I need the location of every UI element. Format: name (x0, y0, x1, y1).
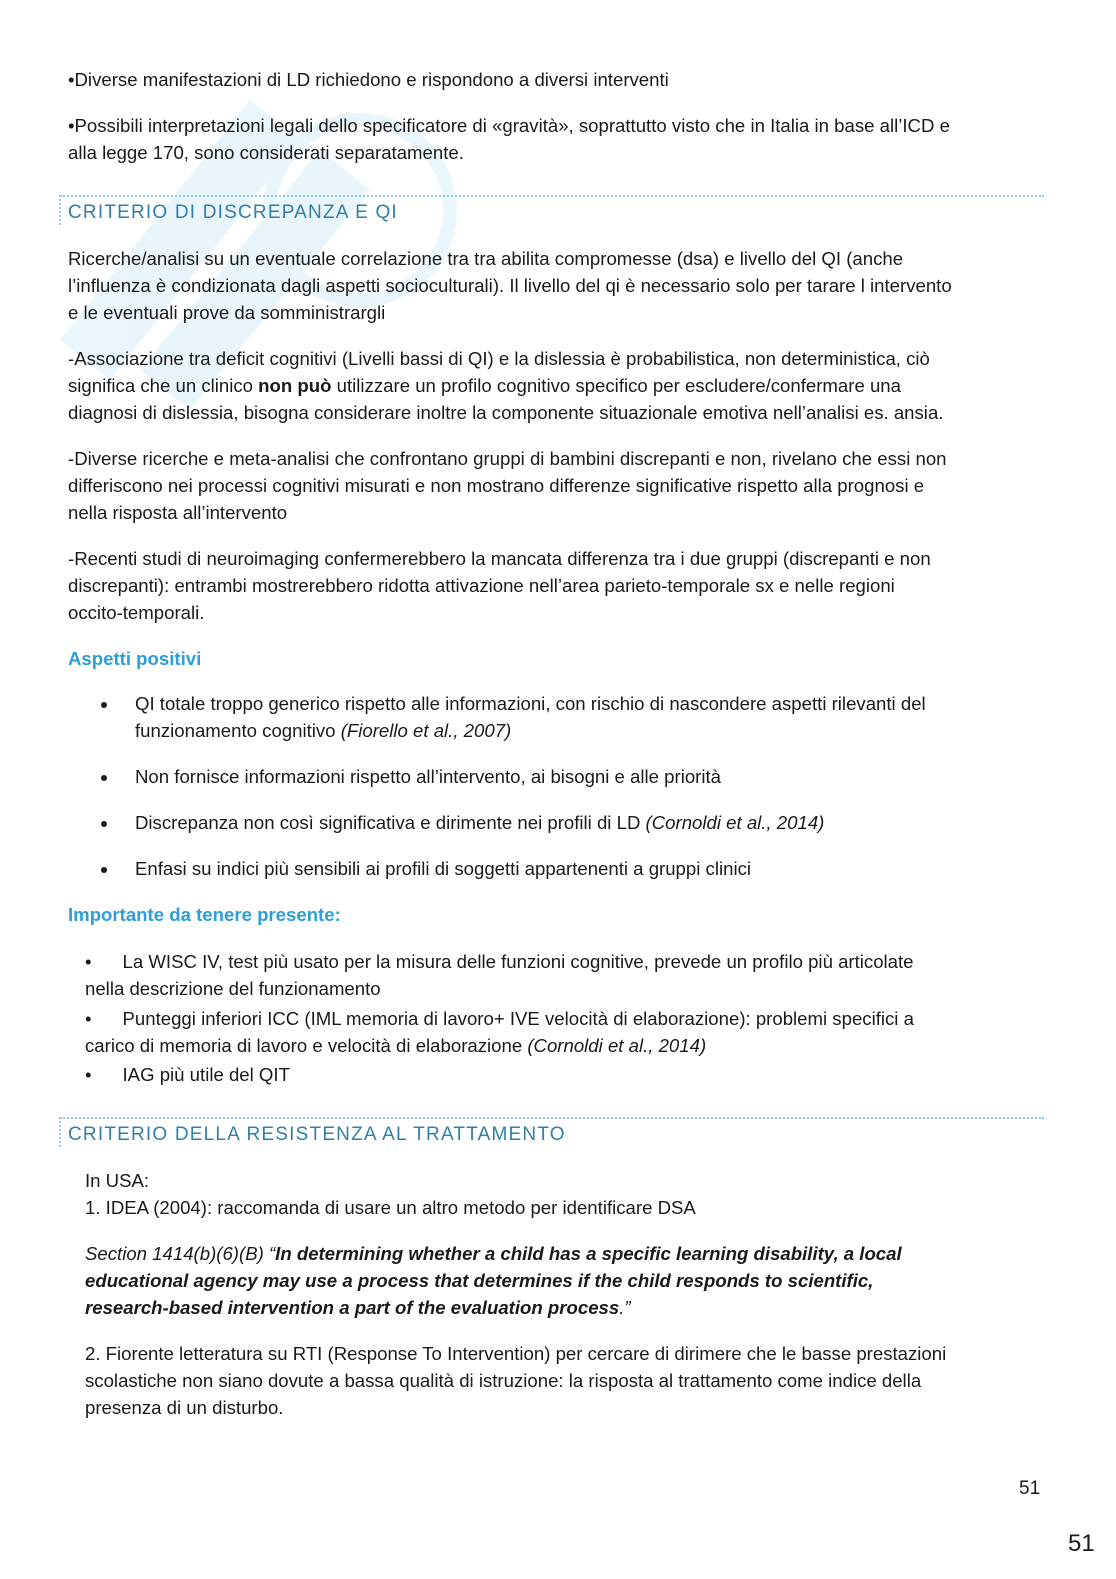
paragraph-line: In USA: (85, 1170, 150, 1191)
bold-text: non può (258, 375, 332, 396)
paragraph-line: differiscono nei processi cognitivi misurati e non mostrano differenze significative rispetto alla prognosi e (68, 475, 925, 496)
citation: (Cornoldi et al., 2014) (645, 812, 825, 833)
important-item: • La WISC IV, test più usato per la misura delle funzioni cognitive, prevede un profilo più articolate (85, 951, 914, 972)
quote-end: .” (619, 1297, 631, 1318)
bullet-item: Enfasi su indici più sensibili ai profili di soggetti appartenenti a gruppi clinici (135, 858, 751, 879)
paragraph-line: 2. Fiorente letteratura su RTI (Response To Intervention) per cercare di dirimere che le basse prestazioni (85, 1343, 947, 1364)
section-divider-tick (59, 1117, 61, 1147)
bullet-item (135, 812, 824, 834)
corner-page-number: 51 (1068, 1530, 1095, 1557)
paragraph-line: occito-temporali. (68, 602, 205, 623)
intro-line-1: •Diverse manifestazioni di LD richiedono e rispondono a diversi interventi (68, 69, 669, 90)
paragraph-line: l’influenza è condizionata dagli aspetti socioculturali). Il livello del qi è necessario solo per tarare l intervento (68, 275, 952, 296)
section-divider (60, 195, 1044, 197)
text-run: Discrepanza non così significativa e dirimente nei profili di LD (135, 812, 646, 833)
paragraph-line: nella risposta all’intervento (68, 502, 288, 523)
important-item: • IAG più utile del QIT (85, 1064, 290, 1085)
quote-line (85, 1243, 902, 1265)
paragraph-line: 1. IDEA (2004): raccomanda di usare un altro metodo per identificare DSA (85, 1197, 696, 1218)
section-divider (60, 1117, 1044, 1119)
section-heading-discrepanza: CRITERIO DI DISCREPANZA E QI (68, 202, 398, 223)
paragraph-line: -Diverse ricerche e meta-analisi che confrontano gruppi di bambini discrepanti e non, rivelano che essi non (68, 448, 947, 469)
important-item: • Punteggi inferiori ICC (IML memoria di lavoro+ IVE velocità di elaborazione): problemi specifici a (85, 1008, 914, 1029)
quote-line (85, 1270, 873, 1292)
quote-text: educational agency may use a process that determines if the child responds to scientific, (85, 1270, 874, 1291)
text-run: funzionamento cognitivo (135, 720, 341, 741)
section-heading-resistenza: CRITERIO DELLA RESISTENZA AL TRATTAMENTO (68, 1124, 566, 1145)
citation: (Fiorello et al., 2007) (340, 720, 512, 741)
quote-text: In determining whether a child has a specific learning disability, a local (275, 1243, 902, 1264)
bullet-item (135, 720, 511, 742)
bullet-icon (101, 775, 107, 781)
important-item (85, 1035, 706, 1057)
bullet-icon (101, 867, 107, 873)
paragraph-line: diagnosi di dislessia, bisogna considerare inoltre la componente situazionale emotiva nell’analisi es. ansia. (68, 402, 944, 423)
paragraph-line: -Recenti studi di neuroimaging confermerebbero la mancata differenza tra i due gruppi (discrepanti e non (68, 548, 931, 569)
intro-line-2: •Possibili interpretazioni legali dello specificatore di «gravità», soprattutto visto che in Italia in base all’ICD e (68, 115, 950, 136)
text-run: carico di memoria di lavoro e velocità di elaborazione (85, 1035, 528, 1056)
paragraph-line: e le eventuali prove da somministrargli (68, 302, 386, 323)
section-divider-tick (59, 195, 61, 225)
bullet-icon (101, 702, 107, 708)
text-run: significa che un clinico (68, 375, 259, 396)
important-item: nella descrizione del funzionamento (85, 978, 381, 999)
quote-prefix: Section 1414(b)(6)(B) “ (85, 1243, 276, 1264)
quote-line (85, 1297, 631, 1319)
bullet-icon (101, 821, 107, 827)
citation: (Cornoldi et al., 2014) (527, 1035, 707, 1056)
paragraph-line: presenza di un disturbo. (85, 1397, 284, 1418)
quote-text: research-based intervention a part of the evaluation process (85, 1297, 620, 1318)
bullet-item: QI totale troppo generico rispetto alle informazioni, con rischio di nascondere aspetti rilevanti del (135, 693, 926, 714)
subheading-aspetti-positivi: Aspetti positivi (68, 648, 202, 669)
paragraph-line: discrepanti): entrambi mostrerebbero ridotta attivazione nell’area parieto-temporale sx e nelle regioni (68, 575, 895, 596)
paragraph-line: -Associazione tra deficit cognitivi (Livelli bassi di QI) e la dislessia è probabilistica, non deterministica, ciò (68, 348, 930, 369)
page-number: 51 (1019, 1478, 1041, 1499)
bullet-item: Non fornisce informazioni rispetto all’intervento, ai bisogni e alle priorità (135, 766, 721, 787)
text-run: utilizzare un profilo cognitivo specifico per escludere/confermare una (331, 375, 901, 396)
paragraph-line: scolastiche non siano dovute a bassa qualità di istruzione: la risposta al trattamento come indice della (85, 1370, 922, 1391)
paragraph-line: Ricerche/analisi su un eventuale correlazione tra tra abilita compromesse (dsa) e livello del QI (anche (68, 248, 904, 269)
paragraph-line (68, 375, 901, 397)
subheading-importante: Importante da tenere presente: (68, 904, 341, 925)
intro-line-3: alla legge 170, sono considerati separatamente. (68, 142, 464, 163)
